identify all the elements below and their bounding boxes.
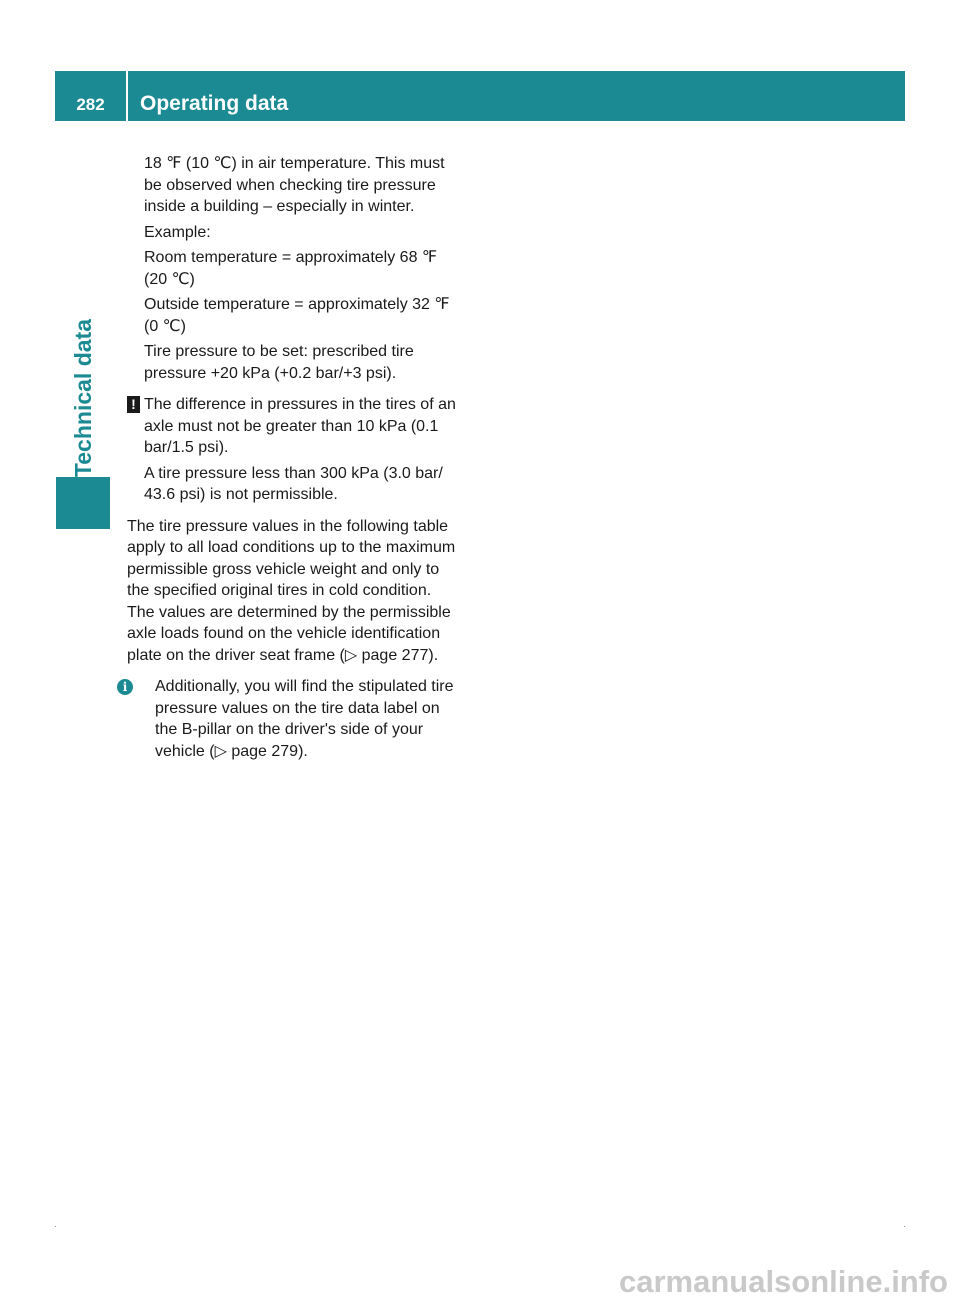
warning-text-minimum: A tire pressure less than 300 kPa (3.0 bar/ 43.6 psi) is not permissible. bbox=[144, 464, 443, 503]
side-tab-label: Technical data bbox=[69, 318, 96, 477]
info-note bbox=[122, 676, 462, 762]
warning-text-axle: The difference in pressures in the tires of an axle must not be greater than 10 kPa (0.1 bar/1.5 psi). bbox=[144, 396, 456, 456]
warning-note bbox=[127, 394, 462, 506]
paragraph-outside-temperature: Outside temperature = approximately 32 ℉ (0 ℃) bbox=[144, 296, 450, 335]
corner-mark-left bbox=[55, 1226, 56, 1227]
paragraph-table-values: The tire pressure values in the following table apply to all load conditions up to the maximum permissible gross vehicle weight and only to the specified original tires in cold condition. The values are determined by the permissible axle loads found on the vehicle identification plate on the driver seat frame (▷ page 277). bbox=[127, 517, 456, 664]
paragraph-example: Example: bbox=[144, 223, 211, 241]
info-text: Additionally, you will find the stipulated tire pressure values on the tire data label on the B-pillar on the driver's side of your vehicle (▷ page 279). bbox=[155, 678, 454, 760]
warning-icon: ! bbox=[127, 396, 140, 413]
paragraph-room-temperature: Room temperature = approximately 68 ℉ (20 ℃) bbox=[144, 249, 438, 288]
content-column bbox=[122, 153, 462, 766]
paragraph-temperature: 18 ℉ (10 ℃) in air temperature. This must be observed when checking tire pressure inside a building – especially in winter. bbox=[144, 155, 445, 215]
paragraph-tire-pressure-set: Tire pressure to be set: prescribed tire pressure +20 kPa (+0.2 bar/+3 psi). bbox=[144, 343, 414, 382]
section-title: Operating data bbox=[140, 92, 289, 115]
header-divider bbox=[126, 71, 128, 121]
watermark-logo: carmanualsonline.info bbox=[618, 1264, 948, 1299]
corner-mark-right bbox=[904, 1226, 905, 1227]
info-icon: i bbox=[117, 679, 133, 695]
page-number: 282 bbox=[76, 95, 105, 114]
side-tab bbox=[56, 121, 110, 477]
side-tab-block bbox=[56, 477, 110, 529]
